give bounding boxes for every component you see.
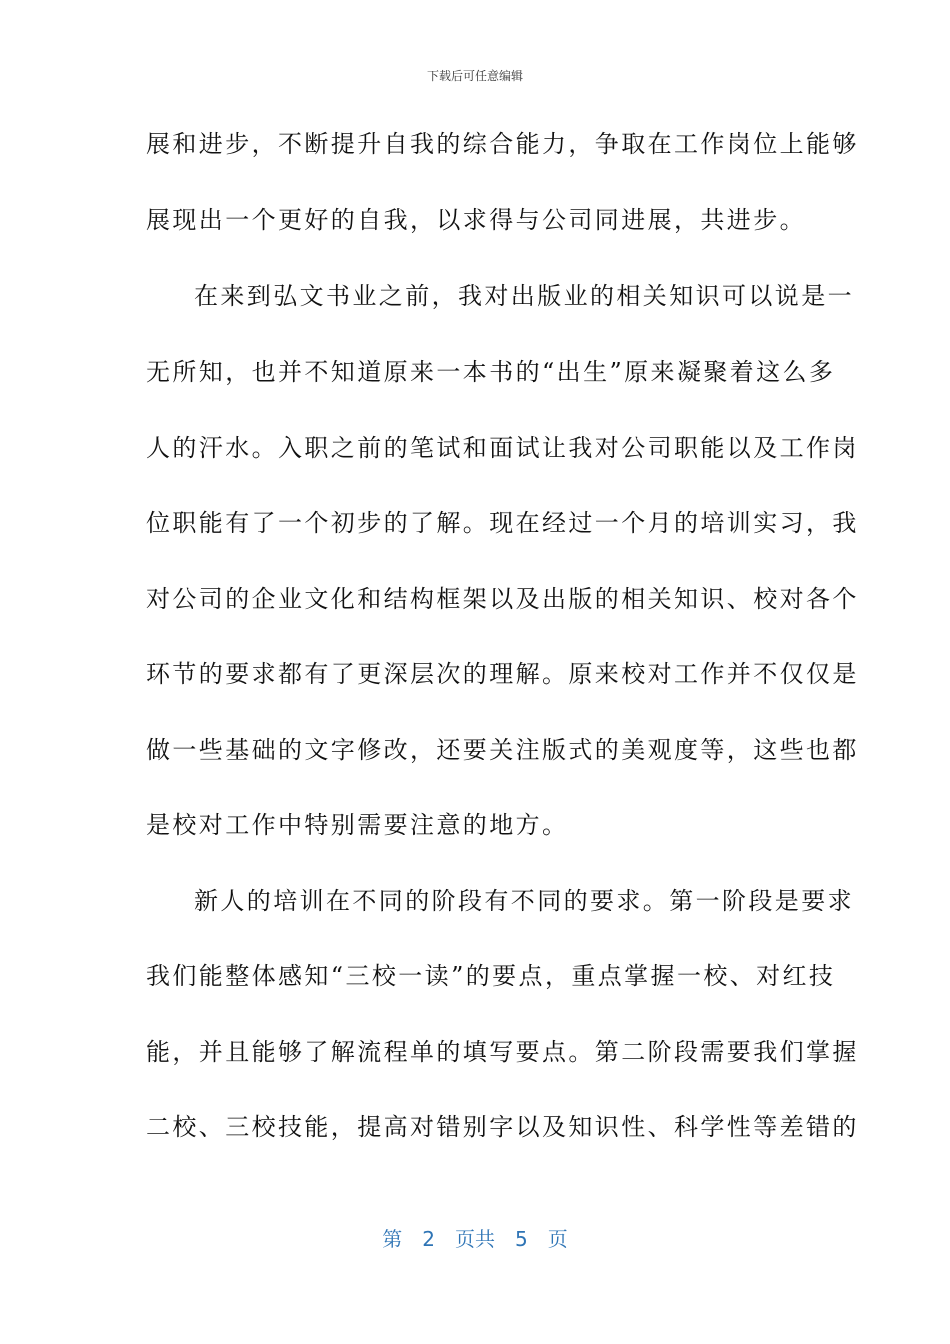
- text-line: 展现出一个更好的自我，以求得与公司同进展，共进步。: [146, 206, 806, 234]
- footer-prefix: 第: [382, 1227, 403, 1251]
- text-line: 做一些基础的文字修改，还要关注版式的美观度等，这些也都: [146, 736, 859, 764]
- text-line: 新人的培训在不同的阶段有不同的要求。第一阶段是要求: [194, 887, 854, 915]
- text-line: 人的汗水。入职之前的笔试和面试让我对公司职能以及工作岗: [146, 434, 859, 462]
- footer-total-pages: 5: [515, 1227, 528, 1251]
- text-line: 能，并且能够了解流程单的填写要点。第二阶段需要我们掌握: [146, 1038, 859, 1066]
- footer-current-page: 2: [422, 1227, 435, 1251]
- footer-suffix: 页: [547, 1227, 568, 1251]
- text-line: 我们能整体感知“三校一读”的要点，重点掌握一校、对红技: [146, 962, 836, 990]
- text-line: 展和进步，不断提升自我的综合能力，争取在工作岗位上能够: [146, 130, 859, 158]
- text-line: 无所知，也并不知道原来一本书的“出生”原来凝聚着这么多: [146, 358, 836, 386]
- page-header: 下载后可任意编辑: [426, 69, 523, 83]
- text-line: 对公司的企业文化和结构框架以及出版的相关知识、校对各个: [146, 585, 859, 613]
- text-line: 位职能有了一个初步的了解。现在经过一个月的培训实习，我: [146, 509, 859, 537]
- text-line: 二校、三校技能，提高对错别字以及知识性、科学性等差错的: [146, 1113, 859, 1141]
- page-footer: [0, 1226, 950, 1252]
- text-line: 在来到弘文书业之前，我对出版业的相关知识可以说是一: [194, 282, 854, 310]
- text-line: 是校对工作中特别需要注意的地方。: [146, 811, 569, 839]
- text-line: 环节的要求都有了更深层次的理解。原来校对工作并不仅仅是: [146, 660, 859, 688]
- footer-middle: 页共: [455, 1227, 495, 1251]
